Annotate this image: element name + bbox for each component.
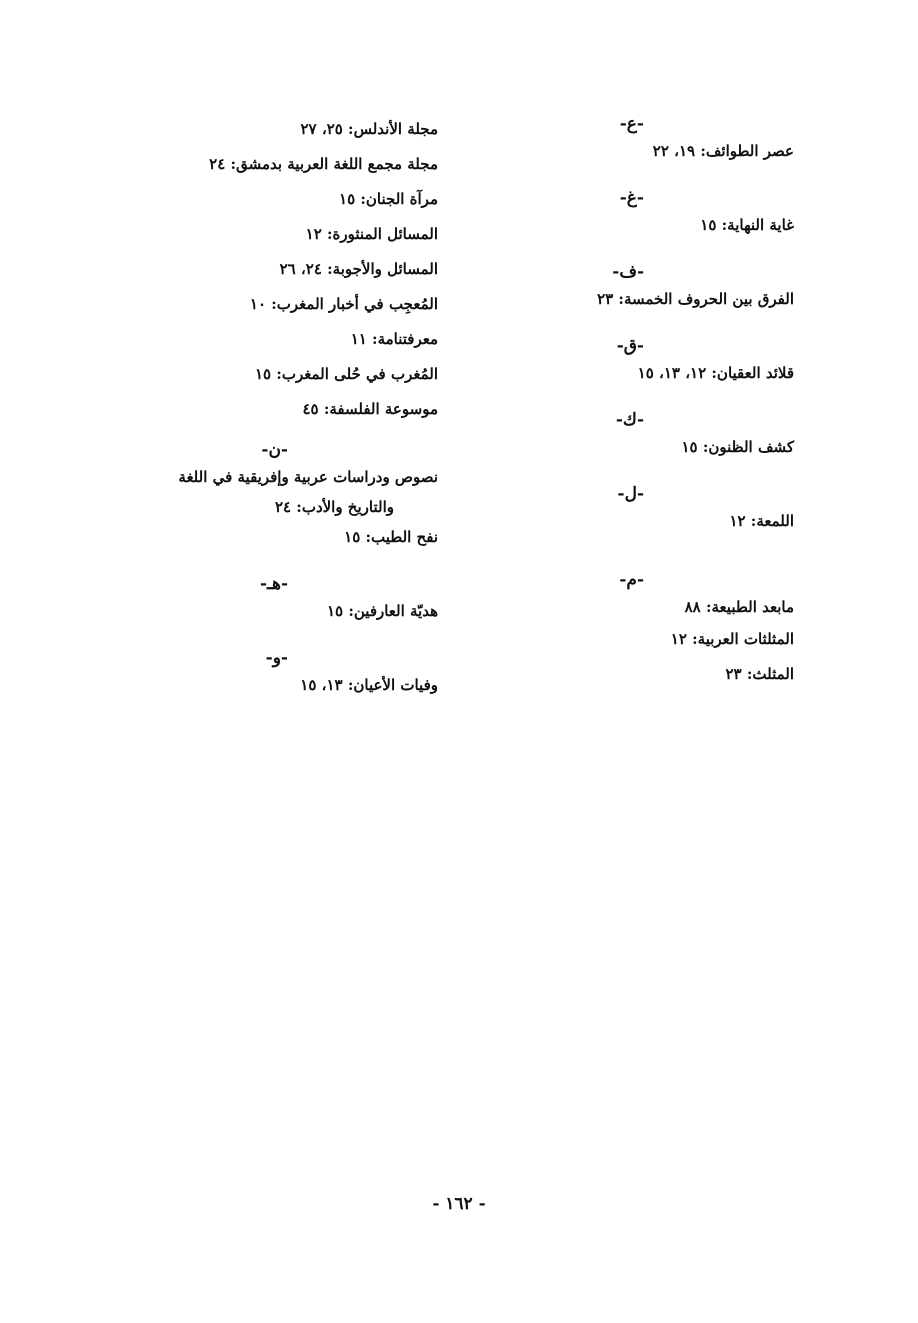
letter-heading-ain: -ع- (619, 114, 644, 134)
letter-heading-mim: -م- (619, 570, 644, 590)
index-entry: مجلة الأندلس: ٢٥، ٢٧ (300, 120, 438, 138)
index-entry: مجلة مجمع اللغة العربية بدمشق: ٢٤ (209, 155, 438, 173)
index-entry: المثلثات العربية: ١٢ (670, 630, 794, 648)
letter-heading-kaf: -ك- (615, 410, 644, 430)
index-column-right (494, 112, 794, 692)
index-entry: هديّة العارفين: ١٥ (326, 602, 438, 620)
index-entry: مرآة الجنان: ١٥ (339, 190, 438, 208)
index-entry: قلائد العقيان: ١٢، ١٣، ١٥ (637, 364, 794, 382)
index-entry: اللمعة: ١٢ (729, 512, 794, 530)
index-entry: وفيات الأعيان: ١٣، ١٥ (300, 676, 438, 694)
index-entry: نصوص ودراسات عربية وإفريقية في اللغة (178, 468, 438, 486)
letter-heading-qaf: -ق- (616, 336, 644, 356)
index-entry: المسائل والأجوبة: ٢٤، ٢٦ (279, 260, 438, 278)
letter-heading-waw: -و- (265, 648, 288, 668)
index-entry: المثلث: ٢٣ (725, 665, 794, 683)
page-number: - ١٦٢ - (432, 1194, 486, 1214)
index-column-left (98, 112, 438, 700)
index-entry: نفح الطيب: ١٥ (344, 528, 438, 546)
index-entry: عصر الطوائف: ١٩، ٢٢ (652, 142, 794, 160)
letter-heading-ghain: -غ- (619, 188, 644, 208)
index-entry: مابعد الطبيعة: ٨٨ (684, 598, 794, 616)
index-entry: المسائل المنثورة: ١٢ (305, 225, 438, 243)
index-entry: موسوعة الفلسفة: ٤٥ (302, 400, 438, 418)
index-entry: المُعجِب في أخبار المغرب: ١٠ (249, 295, 438, 313)
letter-heading-fa: -ف- (612, 262, 644, 282)
index-entry: غاية النهاية: ١٥ (700, 216, 794, 234)
index-entry: كشف الظنون: ١٥ (681, 438, 794, 456)
letter-heading-lam: -ل- (617, 484, 644, 504)
index-entry-continuation: والتاريخ والأدب: ٢٤ (274, 498, 394, 516)
index-entry: المُغرب في حُلى المغرب: ١٥ (254, 365, 438, 383)
index-entry: الفرق بين الحروف الخمسة: ٢٣ (597, 290, 794, 308)
letter-heading-ha: -هـ- (259, 574, 288, 594)
letter-heading-noon: -ن- (261, 440, 288, 460)
index-entry: معرفتنامة: ١١ (350, 330, 438, 348)
